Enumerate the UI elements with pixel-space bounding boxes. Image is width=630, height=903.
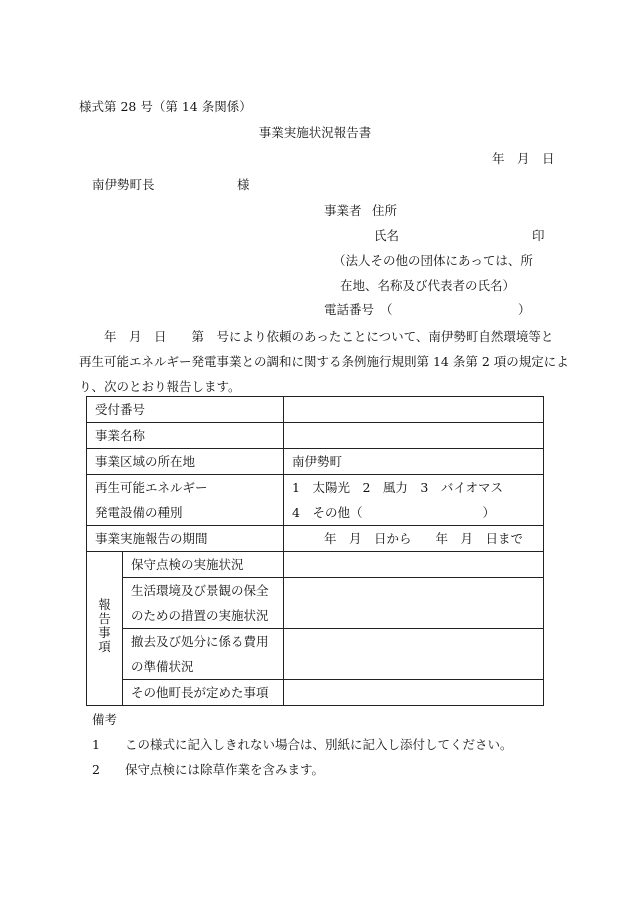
report-item-2: 生活環境及び景観の保全 のための措置の実施状況 [123,578,284,629]
equipment-type-line2: 発電設備の種別 [95,505,183,520]
reception-number-label: 受付番号 [87,397,284,423]
phone-paren-close: ） [518,302,531,317]
report-item-2-value[interactable] [284,578,544,629]
table-row [87,552,544,578]
project-name-label: 事業名称 [87,423,284,449]
project-location-value[interactable]: 南伊勢町 [284,449,544,475]
remark-item-2: 2 保守点検には除草作業を含みます。 [92,762,324,777]
report-item-1-value[interactable] [284,552,544,578]
address-label: 住所 [372,203,398,218]
report-item-3-value[interactable] [284,629,544,680]
operator-label: 事業者 [324,203,362,218]
table-row [87,449,544,475]
body-text [79,324,569,399]
form-number: 様式第 28 号（第 14 条関係） [79,99,252,114]
report-item-3: 撤去及び処分に係る費用 の準備状況 [123,629,284,680]
report-period-label: 事業実施報告の期間 [87,526,284,552]
table-row [87,423,544,449]
seal-mark: 印 [532,228,545,243]
remarks-title: 備考 [92,712,118,727]
table-row [87,397,544,423]
equipment-type-line1: 再生可能エネルギー [95,480,208,495]
table-row [87,526,544,552]
document-title: 事業実施状況報告書 [258,125,372,140]
equipment-other-label: 4 その他（ [292,505,363,520]
date-field: 年 月 日 [492,151,555,166]
report-period-to: 年 月 日まで [435,531,524,546]
name-label: 氏名 [374,228,400,243]
phone-label: 電話番号 [324,302,375,317]
phone-paren-open: （ [380,302,393,317]
report-items-label: 報告事項 [87,552,123,706]
body-line-2: 再生可能エネルギー発電事業との調和に関する条例施行規則第 14 条第 2 項の規定によ [79,354,569,369]
equipment-options[interactable] [284,475,544,526]
report-item-1: 保守点検の実施状況 [123,552,284,578]
table-row [87,475,544,526]
report-item-4: その他町長が定めた事項 [123,680,284,706]
report-item-4-value[interactable] [284,680,544,706]
report-period-from: 年 月 日から [324,531,412,546]
reception-number-value[interactable] [284,397,544,423]
equipment-other-close: ） [482,505,495,520]
report-period-value[interactable] [284,526,544,552]
addressee-suffix: 様 [237,177,250,192]
equipment-options-line1: 1 太陽光 2 風力 3 バイオマス [292,480,503,495]
table-row [87,578,544,629]
addressee: 南伊勢町長 [92,177,155,192]
corporate-note-line2: 在地、名称及び代表者の氏名） [340,278,516,293]
report-table [86,396,544,706]
equipment-options-line2 [292,500,543,525]
project-location-label: 事業区域の所在地 [87,449,284,475]
equipment-type-label [87,475,284,526]
table-row [87,680,544,706]
body-line-1: 年 月 日 第 号により依頼のあったことについて、南伊勢町自然環境等と [79,329,554,344]
corporate-note-line1: （法人その他の団体にあっては、所 [333,253,533,268]
table-row [87,629,544,680]
project-name-value[interactable] [284,423,544,449]
remark-item-1: 1 この様式に記入しきれない場合は、別紙に記入し添付してください。 [92,737,513,752]
body-line-3: り、次のとおり報告します。 [79,379,241,394]
